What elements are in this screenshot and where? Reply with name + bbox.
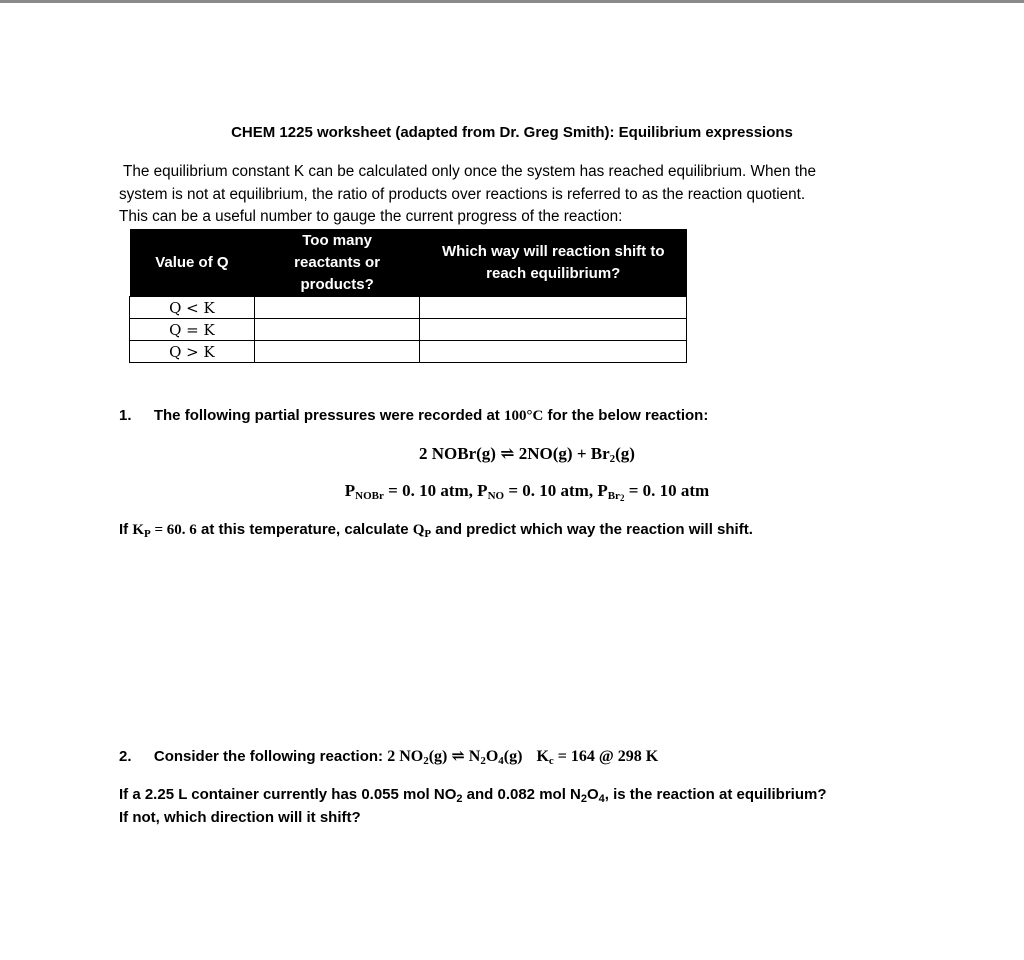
intro-line-2: system is not at equilibrium, the ratio of products over reactions is referred to as the reaction quotient.	[119, 185, 806, 203]
equilibrium-arrow-icon: ⇌	[451, 748, 465, 765]
table-row	[130, 341, 687, 363]
answer-cell-reactants	[254, 297, 420, 319]
question-2-line-3: If not, which direction will it shift?	[119, 809, 361, 826]
top-border	[0, 0, 1024, 3]
q-value-cell: Q < K	[130, 297, 255, 319]
answer-cell-shift	[420, 297, 687, 319]
q-value-cell: Q = K	[130, 319, 255, 341]
q-vs-k-table	[129, 229, 687, 363]
header-value-of-q: Value of Q	[130, 229, 255, 297]
question-1-reaction: 2 NOBr(g) ⇌ $2NO(g) + Br_2(g)$	[419, 444, 635, 465]
worksheet-title: CHEM 1225 worksheet (adapted from Dr. Greg Smith): Equilibrium expressions	[231, 124, 793, 141]
answer-cell-shift	[420, 341, 687, 363]
question-1-task: If $K_P = 60$. 6 at this temperature, calculate $Q_P$ and predict which way the reaction will shift.	[119, 521, 753, 540]
table-header-row	[130, 229, 687, 297]
intro-line-3: This can be a useful number to gauge the current progress of the reaction:	[119, 208, 623, 225]
question-2-prompt: 2. Consider the following reaction: 2 $NO_2(g)$ ⇌ $N_2O_4(g) K_c = 164$ @ 298 K	[119, 748, 659, 767]
intro-line-1: The equilibrium constant K can be calculated only once the system has reached equilibrium. When the	[123, 163, 816, 180]
answer-cell-reactants	[254, 341, 420, 363]
header-too-many: Too many reactants or products?	[254, 229, 420, 297]
question-number: 2.	[119, 748, 132, 765]
table-row	[130, 297, 687, 319]
answer-cell-reactants	[254, 319, 420, 341]
table-row	[130, 319, 687, 341]
question-2-reaction: 2 $NO_2(g)$ ⇌ $N_2O_4(g) K_c = 164$ @ 298 K	[387, 748, 659, 767]
equilibrium-arrow-icon: ⇌	[500, 444, 515, 463]
question-2-line-2: If a 2.25 L container currently has 0.055 mol $NO_2$ and 0.082 mol $N_2O_4$, is the reaction at equilibrium?	[119, 786, 827, 805]
q-value-cell: Q > K	[130, 341, 255, 363]
question-1-prompt: 1. The following partial pressures were recorded at 100°C for the below reaction:	[119, 407, 709, 424]
header-which-way: Which way will reaction shift to reach equilibrium?	[420, 229, 687, 297]
question-number: 1.	[119, 407, 132, 424]
temperature: 100°C	[503, 408, 544, 424]
question-1-pressures: $P_{NOBr} = 0$. 10 atm, $P_{NO} = 0$. 10 atm, $P_{Br_2} = 0$. 10 atm	[344, 481, 710, 503]
intro-paragraph	[119, 161, 919, 229]
answer-cell-shift	[420, 319, 687, 341]
